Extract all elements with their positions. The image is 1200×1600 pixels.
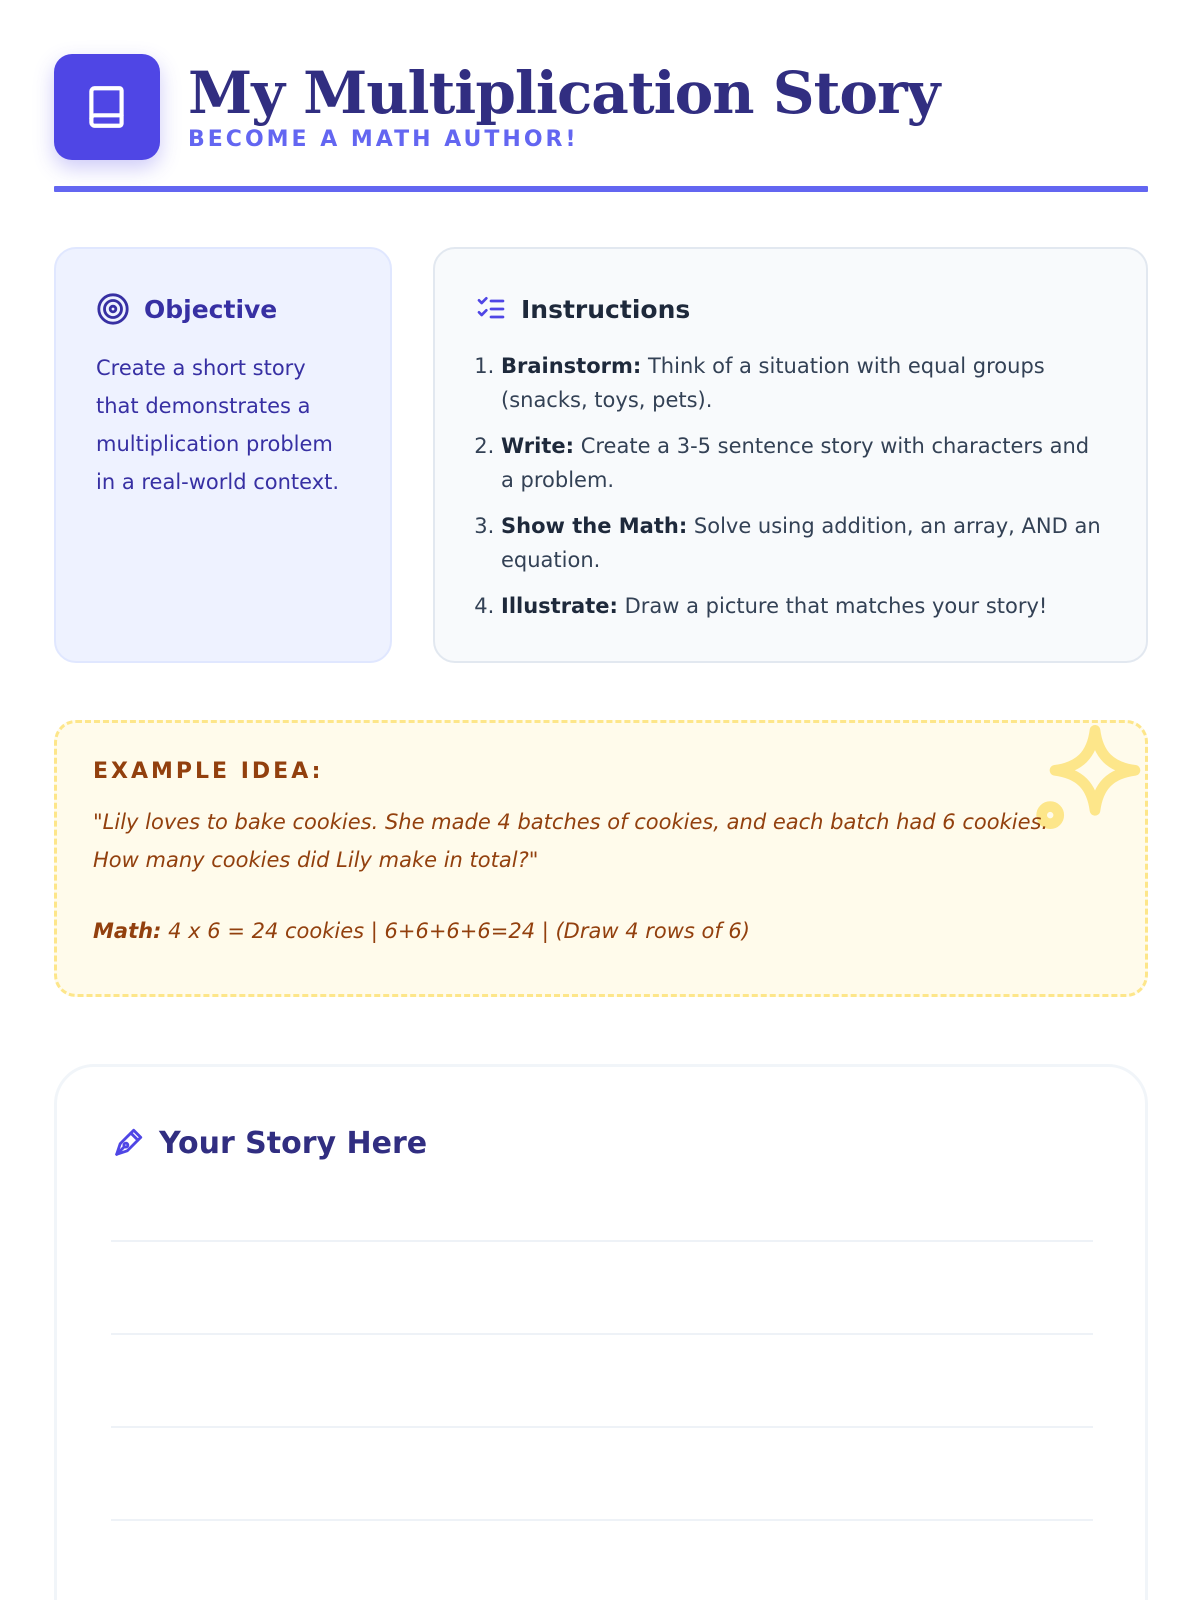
writing-line	[111, 1426, 1093, 1428]
list-item	[501, 509, 1106, 577]
objective-text: Create a short story that demonstrates a multiplication problem in a real-world context.	[96, 356, 340, 494]
page-title: My Multiplication Story	[188, 59, 940, 127]
math-text: 4 x 6 = 24 cookies | 6+6+6+6=24 | (Draw 4 rows of 6)	[161, 919, 750, 943]
example-box	[54, 720, 1148, 997]
step-label: Write:	[501, 434, 575, 458]
story-title: Your Story Here	[159, 1125, 428, 1161]
writing-line	[111, 1240, 1093, 1242]
book-icon	[82, 82, 132, 132]
info-cards	[54, 247, 1148, 663]
step-text: Create a 3-5 sentence story with characters and a problem.	[501, 434, 1090, 492]
example-quote: "Lily loves to bake cookies. She made 4 batches of cookies, and each batch had 6 cookies. How many cookies did Lily make in total?"	[93, 810, 1049, 872]
page-subtitle: BECOME A MATH AUTHOR!	[188, 127, 579, 152]
pen-icon	[111, 1126, 145, 1160]
step-text: Think of a situation with equal groups (snacks, toys, pets).	[501, 354, 1045, 412]
example-math	[93, 915, 1109, 947]
writing-line	[111, 1333, 1093, 1335]
worksheet-page	[54, 54, 1148, 1161]
writing-line	[111, 1519, 1093, 1521]
target-icon	[96, 292, 130, 326]
list-item	[501, 349, 1106, 417]
list-item	[501, 589, 1106, 623]
header-divider	[54, 186, 1148, 192]
instructions-title: Instructions	[521, 294, 691, 324]
writing-lines	[111, 1240, 1093, 1600]
worksheet-header	[54, 54, 1148, 194]
step-text: Solve using addition, an array, AND an equation.	[501, 514, 1101, 572]
example-label: EXAMPLE IDEA:	[93, 759, 324, 784]
objective-title: Objective	[144, 294, 278, 324]
list-item	[501, 429, 1106, 497]
story-writing-area[interactable]	[54, 1064, 1148, 1600]
objective-card	[54, 247, 392, 663]
checklist-icon	[475, 293, 507, 325]
step-label: Show the Math:	[501, 514, 688, 538]
step-label: Brainstorm:	[501, 354, 642, 378]
logo-badge	[54, 54, 160, 160]
math-label: Math:	[93, 919, 162, 943]
instructions-card	[433, 247, 1148, 663]
objective-header	[96, 289, 350, 329]
story-header	[111, 1123, 1091, 1163]
step-label: Illustrate:	[501, 594, 618, 618]
instructions-header	[475, 289, 1106, 329]
instructions-list	[475, 349, 1106, 623]
step-text: Draw a picture that matches your story!	[617, 594, 1048, 618]
